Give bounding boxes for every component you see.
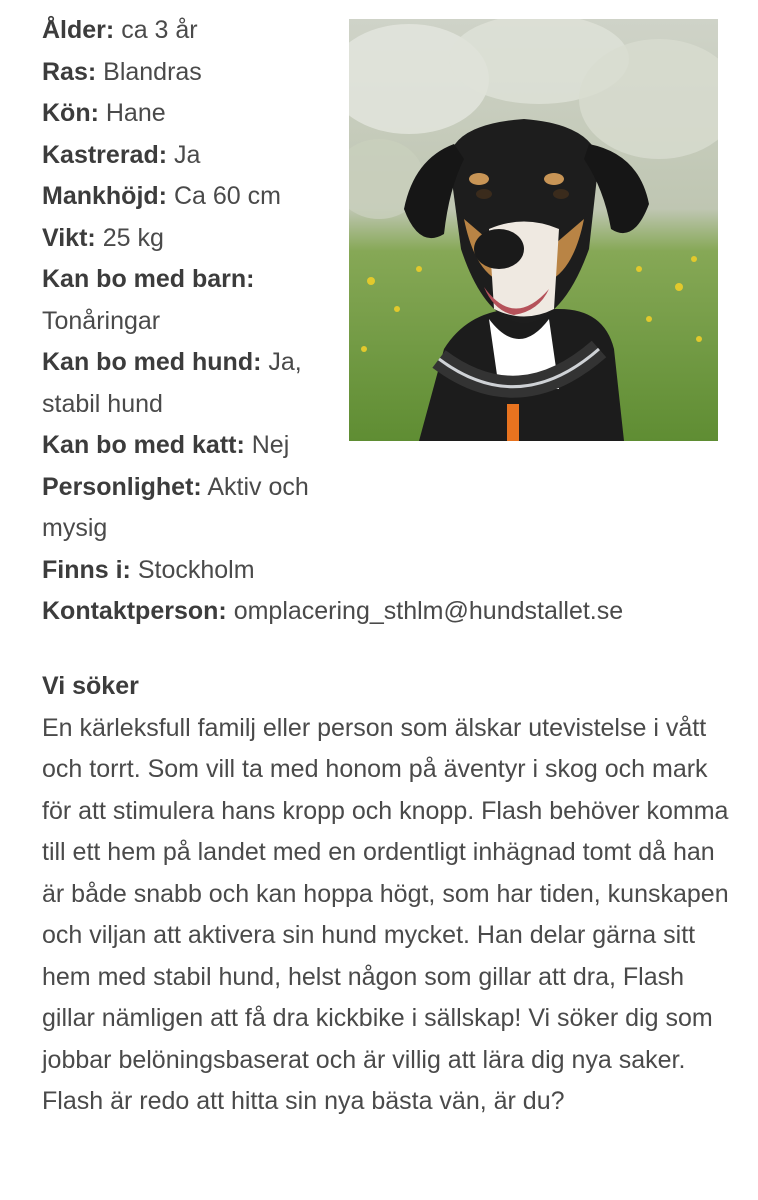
fact-neutered: Kastrerad: Ja bbox=[42, 140, 201, 169]
fact-sex: Kön: Hane bbox=[42, 99, 166, 127]
fact-age: Ålder: ca 3 år bbox=[42, 16, 198, 44]
fact-weight: Vikt: 25 kg bbox=[42, 223, 164, 252]
search-text: En kärleksfull familj eller person som älskar utevistelse i vått och torrt. Som vill ta med honom på äventyr i skog och mark för att stimulera hans kropp och knopp. Flash behöver komma till ett hem på landet med en ordentligt inhägnad tomt då han är både snabb och kan hoppa högt, som har tiden, kunskapen och viljan att aktivera sin hund mycket. Han delar gärna sitt hem med stabil hund, helst någon som gillar att dra, Flash gillar nämligen att få dra kickbike i sällskap! Vi söker dig som jobbar belöningsbaserat och är villig att lära dig nya saker. Flash är redo att hitta sin nya bästa vän, är du? bbox=[42, 713, 729, 1115]
fact-contact: Kontaktperson: omplacering_sthlm@hundstallet.se bbox=[42, 597, 624, 625]
fact-location: Finns i: Stockholm bbox=[42, 555, 255, 584]
contact-email[interactable]: omplacering_sthlm@hundstallet.se bbox=[233, 597, 624, 625]
fact-cats: Kan bo med katt: Nej bbox=[42, 431, 290, 459]
fact-height: Mankhöjd: Ca 60 cm bbox=[42, 182, 281, 210]
fact-breed: Ras: Blandras bbox=[42, 57, 202, 86]
dog-photo bbox=[349, 19, 718, 441]
fact-dogs: Kan bo med hund: Ja, stabil hund bbox=[42, 348, 302, 418]
fact-children: Kan bo med barn: Tonåringar bbox=[42, 265, 255, 335]
search-section bbox=[42, 666, 732, 1123]
search-heading: Vi söker bbox=[42, 672, 139, 700]
fact-personality: Personlighet: Aktiv och mysig bbox=[42, 472, 309, 542]
